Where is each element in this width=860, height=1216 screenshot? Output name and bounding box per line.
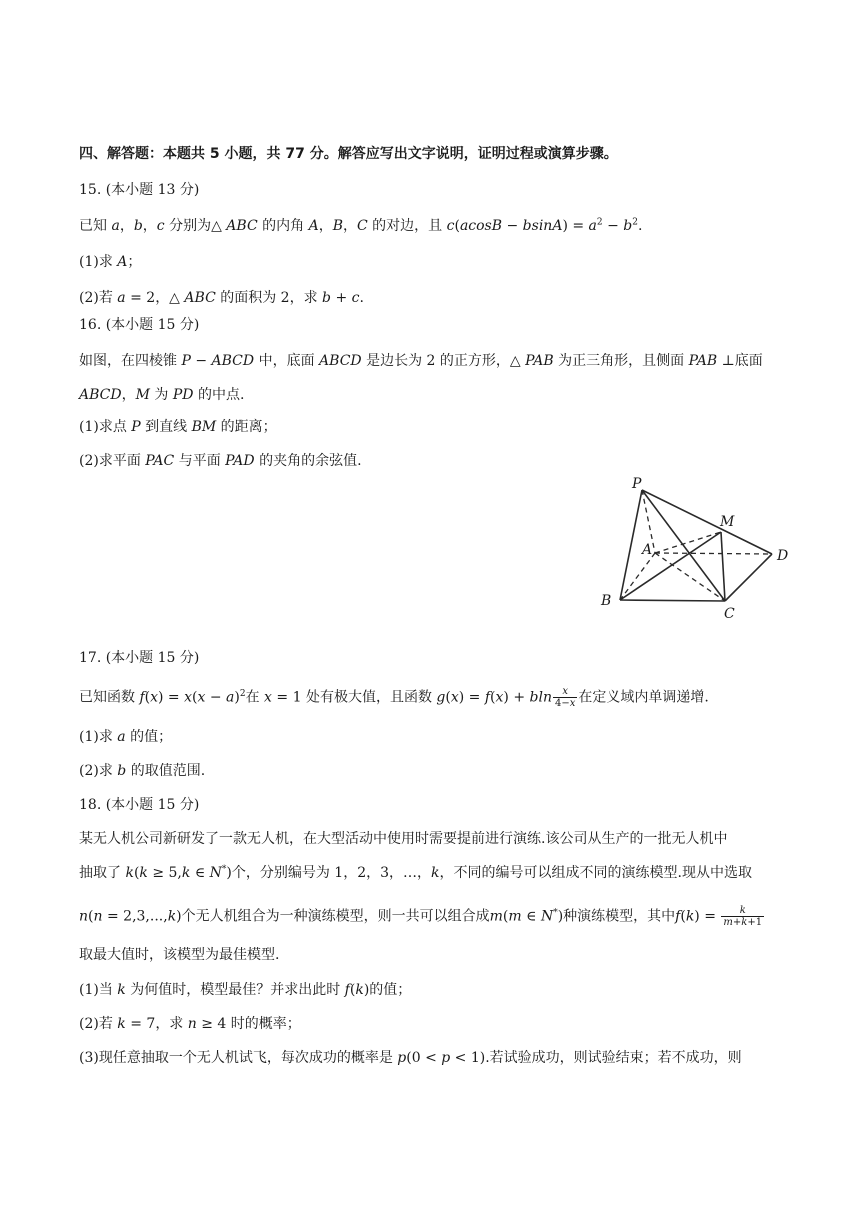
edge-cm [721,532,725,601]
label-d: D [777,548,789,564]
q15-stem: 已知 a，b，c 分别为△ ABC 的内角 A，B，C 的对边，且 $c(acosB - bsinA) = a^2 - b^2$. [79,217,643,234]
label-m: M [720,514,735,530]
q16-stem-line1: 如图，在四棱锥 P − ABCD 中，底面 ABCD 是边长为 2 的正方形，△ PAB 为正三角形，且侧面 PAB ⊥底面 [79,353,763,369]
edge-pd [642,490,772,554]
q18-stem-line3: n(n = 2,3,...,k)个无人机组合为一种演练模型，则一共可以组合成m(m ∈ N*)种演练模型，其中f(k) = $\frac{k}{m+k+1}$ [79,905,763,928]
q18-stem-line4: 取最大值时，该模型为最佳模型. [79,947,280,963]
label-a: A [642,542,653,558]
edge-pc [642,490,725,601]
q18-stem-line1: 某无人机公司新研发了一款无人机，在大型活动中使用时需要提前进行演练.该公司从生产的一批无人机中 [79,831,728,847]
q18-part2: (2)若 k = 7，求 n ≥ 4 时的概率； [79,1016,301,1032]
edge-bm [620,532,721,600]
label-c: C [724,606,735,622]
label-p: P [632,476,642,492]
q15-header: 15. (本小题 13 分) [79,182,200,198]
q18-part1: (1)当 k 为何值时，模型最佳？并求出此时 f(k)的值； [79,982,412,998]
q18-stem-line2: 抽取了 k(k ≥ 5,k ∈ N*)个，分别编号为 1，2，3，…，k，不同的编号可以组成不同的演练模型.现从中选取 [79,864,752,881]
q16-part2: (2)求平面 PAC 与平面 PAD 的夹角的余弦值. [79,453,362,469]
q16-stem-line2: ABCD，M 为 PD 的中点. [79,387,245,403]
q16-part1: (1)求点 P 到直线 BM 的距离； [79,419,277,435]
section-heading: 四、解答题：本题共 5 小题，共 77 分。解答应写出文字说明，证明过程或演算步骤。 [79,146,618,162]
q17-part2: (2)求 b 的取值范围. [79,763,206,779]
edge-am-hidden [655,532,721,553]
q17-header: 17. (本小题 15 分) [79,650,200,666]
pyramid-figure [592,474,802,624]
q18-header: 18. (本小题 15 分) [79,797,200,813]
q17-stem: 已知函数 $f(x) = x(x - a)^2$在 x = 1 处有极大值，且函数 g(x) = f(x) + bln $\frac{x}{4-x}$ 在定义域内单调递增. [79,686,709,709]
edge-cd [725,554,772,601]
q15-part2: (2)若 a = 2，△ ABC 的面积为 2，求 b + c. [79,290,364,306]
edge-ac-hidden [655,553,725,601]
edge-ad-hidden [655,553,772,554]
q15-part1: (1)求 A； [79,254,142,270]
edge-bc [620,600,725,601]
edge-pb [620,490,642,600]
q17-part1: (1)求 a 的值； [79,729,173,745]
label-b: B [601,593,612,609]
q18-part3: (3)现任意抽取一个无人机试飞，每次成功的概率是 p(0 < p < 1).若试验成功，则试验结束；若不成功，则 [79,1050,742,1066]
q16-header: 16. (本小题 15 分) [79,317,200,333]
